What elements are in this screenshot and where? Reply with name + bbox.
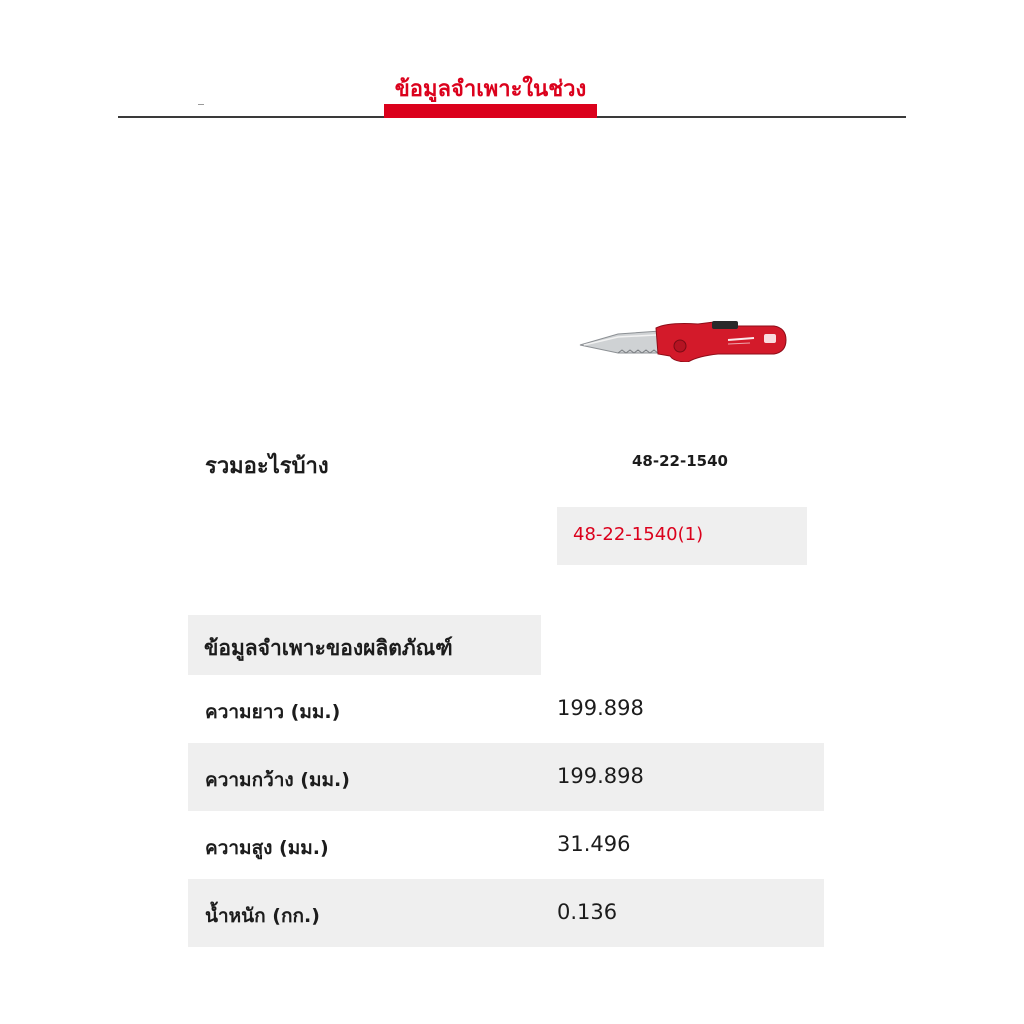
spec-row-weight — [188, 879, 824, 947]
spec-table-title — [188, 615, 541, 675]
spec-value: 199.898 — [557, 764, 644, 788]
spec-value: 199.898 — [557, 696, 644, 720]
spec-row-height — [188, 811, 824, 879]
includes-heading: รวมอะไรบ้าง — [205, 454, 329, 479]
model-number: 48-22-1540 — [632, 452, 728, 470]
spec-row-width — [188, 743, 824, 811]
spec-tab-underline — [384, 104, 597, 118]
spec-tab[interactable] — [384, 76, 597, 118]
spec-row-length — [188, 675, 824, 743]
spec-name: ความยาว (มม.) — [205, 701, 341, 723]
folding-knife-image — [578, 318, 790, 362]
spec-name: ความกว้าง (มม.) — [205, 769, 350, 791]
include-item[interactable] — [557, 507, 807, 565]
spec-name: น้ำหนัก (กก.) — [205, 905, 320, 927]
spec-name: ความสูง (มม.) — [205, 837, 329, 859]
spec-table-title-text: ข้อมูลจำเพาะของผลิตภัณฑ์ — [204, 636, 453, 660]
spec-tab-title[interactable]: ข้อมูลจำเพาะในช่วง — [394, 77, 587, 102]
spec-value: 0.136 — [557, 900, 618, 924]
spec-value: 31.496 — [557, 832, 631, 856]
include-item-label[interactable]: 48-22-1540(1) — [573, 524, 704, 545]
header-dash-mark — [198, 104, 204, 105]
